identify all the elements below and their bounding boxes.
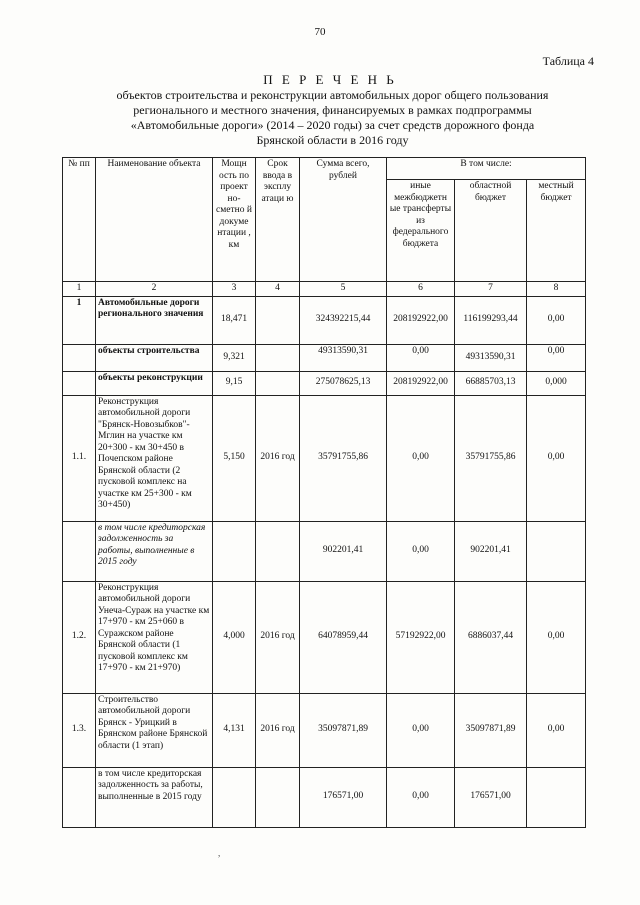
column-number: 4 (256, 282, 300, 297)
column-number: 3 (213, 282, 256, 297)
subtitle-line: объектов строительства и реконструкции автомобильных дорог общего пользования (116, 88, 549, 102)
cell-name: Строительство автомобильной дороги Брянск - Урицкий в Брянском районе Брянской области (1 этап) (96, 693, 213, 767)
cell-capacity: 18,471 (213, 296, 256, 344)
document-title: П Е Р Е Ч Е Н Ь (263, 72, 397, 87)
header-capacity: Мощн ость по проект но- сметно й докуме нтации , км (213, 158, 256, 282)
table-label: Таблица 4 (542, 54, 594, 68)
cell-regional: 49313590,31 (455, 344, 527, 371)
table-body (63, 296, 586, 827)
table-row (63, 521, 586, 581)
cell-regional: 66885703,13 (455, 371, 527, 395)
cell-local (527, 521, 586, 581)
column-number: 1 (63, 282, 96, 297)
cell-local: 0,00 (527, 296, 586, 344)
cell-local: 0,00 (527, 693, 586, 767)
cell-name: Реконструкция автомобильной дороги Унеча-Сураж на участке км 17+970 - км 25+060 в Суражском районе Брянской области (1 пусковой комплекс км 17+970 - км 21+970) (96, 581, 213, 693)
cell-name: в том числе кредиторская задолженность за работы, выполненные в 2015 году (96, 767, 213, 827)
cell-num: 1.2. (63, 581, 96, 693)
cell-other: 57192922,00 (387, 581, 455, 693)
cell-other: 0,00 (387, 693, 455, 767)
cell-num (63, 521, 96, 581)
cell-capacity (213, 767, 256, 827)
cell-total: 64078959,44 (300, 581, 387, 693)
cell-commission (256, 521, 300, 581)
header-name: Наименование объекта (96, 158, 213, 282)
cell-capacity: 9,15 (213, 371, 256, 395)
objects-table (62, 157, 586, 828)
table-row (63, 693, 586, 767)
cell-other: 0,00 (387, 395, 455, 521)
cell-other: 0,00 (387, 767, 455, 827)
column-number: 2 (96, 282, 213, 297)
cell-total: 35791755,86 (300, 395, 387, 521)
table-row (63, 371, 586, 395)
cell-total: 49313590,31 (300, 344, 387, 371)
table-row (63, 395, 586, 521)
scan-speck: , (218, 848, 221, 858)
cell-commission (256, 344, 300, 371)
cell-total: 275078625,13 (300, 371, 387, 395)
cell-commission: 2016 год (256, 395, 300, 521)
cell-local: 0,00 (527, 581, 586, 693)
cell-local: 0,00 (527, 395, 586, 521)
cell-regional: 6886037,44 (455, 581, 527, 693)
cell-regional: 176571,00 (455, 767, 527, 827)
header-regional-budget: областной бюджет (455, 180, 527, 282)
cell-commission (256, 296, 300, 344)
cell-other: 0,00 (387, 521, 455, 581)
cell-num (63, 344, 96, 371)
cell-total: 324392215,44 (300, 296, 387, 344)
cell-local: 0,00 (527, 344, 586, 371)
cell-name: Реконструкция автомобильной дороги "Брянск-Новозыбков"-Мглин на участке км 20+300 - км 30+450 в Почепском районе Брянской области (2 пусковой комплекс на участке км 25+300 - км 30+450) (96, 395, 213, 521)
cell-local (527, 767, 586, 827)
cell-num (63, 371, 96, 395)
cell-name: объекты строительства (96, 344, 213, 371)
header-num: № пп (63, 158, 96, 282)
page-number: 70 (314, 26, 326, 38)
table-header (63, 158, 586, 297)
cell-other: 0,00 (387, 344, 455, 371)
table-row (63, 344, 586, 371)
column-number: 5 (300, 282, 387, 297)
cell-regional: 116199293,44 (455, 296, 527, 344)
column-number: 6 (387, 282, 455, 297)
cell-num (63, 767, 96, 827)
cell-total: 902201,41 (300, 521, 387, 581)
cell-commission: 2016 год (256, 693, 300, 767)
cell-commission: 2016 год (256, 581, 300, 693)
header-other-transfers: иные межбюджетн ые трансферты из федерального бюджета (387, 180, 455, 282)
cell-name: объекты реконструкции (96, 371, 213, 395)
column-number: 8 (527, 282, 586, 297)
subtitle-line: «Автомобильные дороги» (2014 – 2020 годы) за счет средств дорожного фонда (130, 118, 535, 132)
cell-regional: 35791755,86 (455, 395, 527, 521)
header-total: Сумма всего, рублей (300, 158, 387, 282)
header-including: В том числе: (387, 158, 586, 180)
column-number: 7 (455, 282, 527, 297)
cell-other: 208192922,00 (387, 296, 455, 344)
table-row (63, 767, 586, 827)
document-subtitle (70, 88, 595, 148)
cell-capacity: 4,000 (213, 581, 256, 693)
header-local-budget: местный бюджет (527, 180, 586, 282)
cell-total: 35097871,89 (300, 693, 387, 767)
cell-num: 1.1. (63, 395, 96, 521)
cell-regional: 35097871,89 (455, 693, 527, 767)
cell-num: 1 (63, 296, 96, 344)
header-commission: Срок ввода в эксплу атаци ю (256, 158, 300, 282)
cell-num: 1.3. (63, 693, 96, 767)
subtitle-line: регионального и местного значения, финансируемых в рамках подпрограммы (133, 103, 532, 117)
cell-total: 176571,00 (300, 767, 387, 827)
cell-commission (256, 767, 300, 827)
table-row (63, 296, 586, 344)
cell-local: 0,000 (527, 371, 586, 395)
cell-name: Автомобильные дороги регионального значения (96, 296, 213, 344)
table-row (63, 581, 586, 693)
cell-other: 208192922,00 (387, 371, 455, 395)
cell-commission (256, 371, 300, 395)
subtitle-line: Брянской области в 2016 году (256, 133, 409, 147)
cell-capacity: 4,131 (213, 693, 256, 767)
cell-capacity: 9,321 (213, 344, 256, 371)
cell-capacity: 5,150 (213, 395, 256, 521)
cell-name: в том числе кредиторская задолженность за работы, выполненные в 2015 году (96, 521, 213, 581)
cell-capacity (213, 521, 256, 581)
cell-regional: 902201,41 (455, 521, 527, 581)
